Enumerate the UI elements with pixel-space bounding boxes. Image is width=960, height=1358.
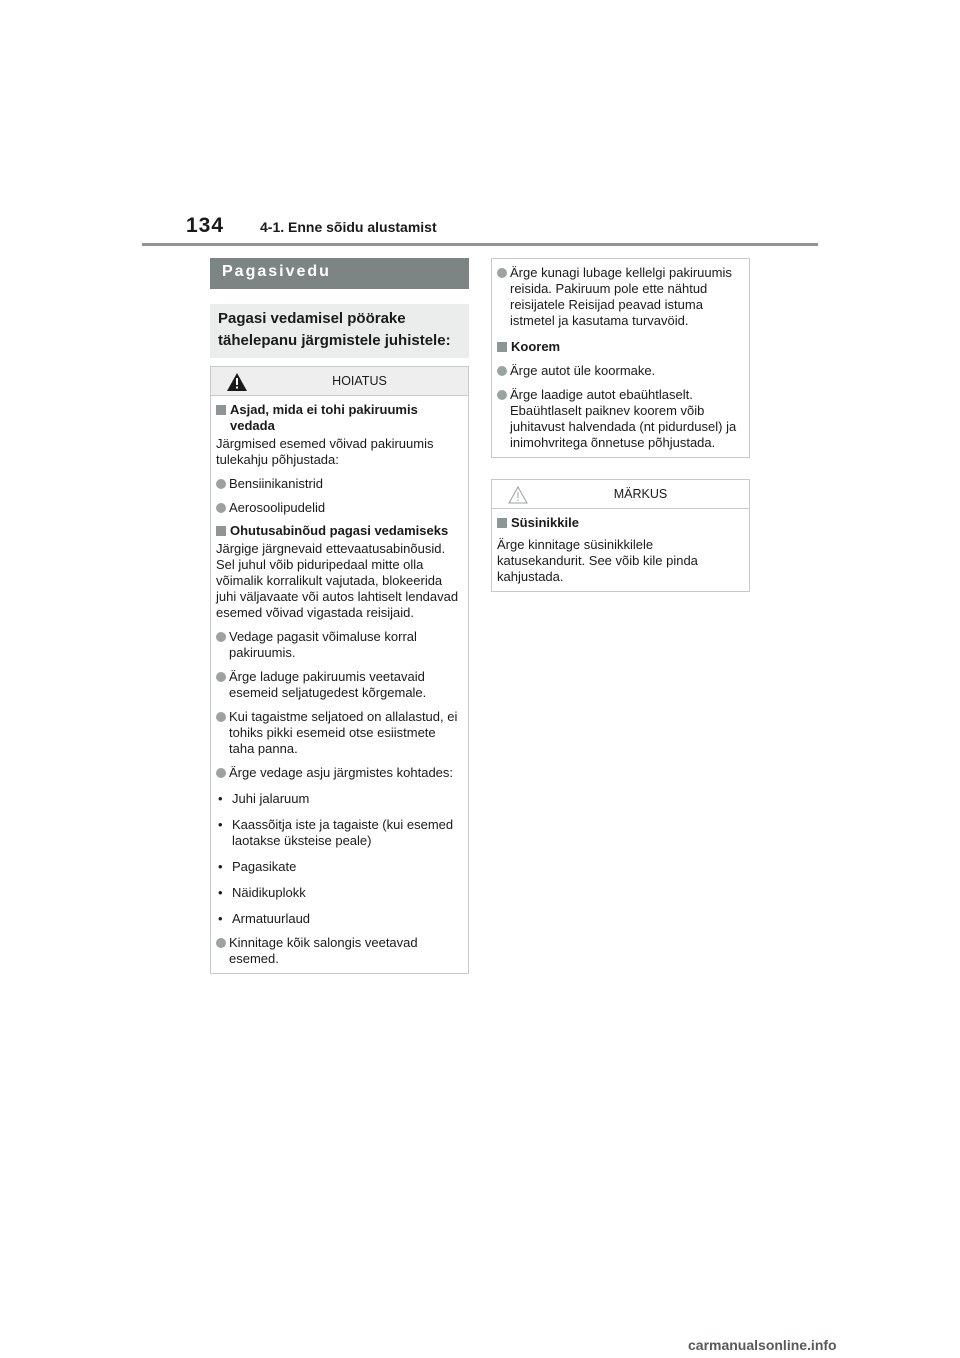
square-bullet-icon: [216, 526, 226, 536]
list-item-text: Bensiinikanistrid: [229, 476, 323, 491]
sub-list-item-text: Kaassõitja iste ja tagaiste (kui esemed laotakse üksteise peale): [232, 817, 454, 848]
circle-bullet-icon: [216, 632, 226, 642]
note-header: [492, 480, 749, 509]
square-bullet-icon: [497, 342, 507, 352]
watermark: carmanualsonline.info: [688, 1337, 837, 1353]
subheading-text: Süsinikkile: [511, 515, 579, 530]
subheading-text: Asjad, mida ei tohi pakiruumis vedada: [230, 402, 418, 433]
warning-subheading: [497, 339, 744, 355]
sub-list-item: • Pagasikate: [218, 859, 297, 874]
list-item: [497, 265, 744, 329]
list-item-text: Ärge laadige autot ebaühtlaselt. Ebaühtlaselt paiknev koorem võib juhitavust halvendada (nt pidurdusel) ja inimohvritega õnnetuse põhjustada.: [510, 387, 737, 450]
list-item-text: Kinnitage kõik salongis veetavad esemed.: [229, 935, 418, 966]
left-column: [210, 258, 469, 974]
warning-body: [211, 396, 468, 973]
list-item: [216, 765, 463, 781]
list-item: [216, 629, 463, 661]
note-body: [492, 509, 749, 591]
sub-list-item-text: Armatuurlaud: [232, 911, 311, 926]
list-item-text: Aerosoolipudelid: [229, 500, 326, 515]
list-item: [497, 363, 744, 379]
page-number: 134: [186, 214, 225, 237]
circle-bullet-icon: [216, 768, 226, 778]
circle-bullet-icon: [216, 672, 226, 682]
sub-list-item: • Näidikuplokk: [218, 885, 306, 900]
list-item-text: Kui tagaistme seljatoed on allalastud, ei tohiks pikki esemeid otse esiistmete taha panna.: [229, 709, 458, 756]
sub-list-item-text: Juhi jalaruum: [232, 791, 310, 806]
note-subheading: [497, 515, 744, 531]
sub-list-item: • Juhi jalaruum: [218, 791, 310, 806]
sub-list-item: • Armatuurlaud: [218, 911, 311, 926]
warning-icon: [227, 373, 247, 394]
circle-bullet-icon: [497, 390, 507, 400]
warning-heading: HOIATUS: [332, 374, 387, 388]
paragraph: Järgmised esemed võivad pakiruumis tulekahju põhjustada:: [216, 436, 434, 467]
sub-list-item: • Kaassõitja iste ja tagaiste (kui esemed laotakse üksteise peale): [216, 817, 463, 849]
list-item-text: Ärge laduge pakiruumis veetavaid esemeid seljatugedest kõrgemale.: [229, 669, 427, 700]
header-rule: [142, 243, 818, 246]
warning-subheading: [216, 523, 463, 539]
circle-bullet-icon: [216, 712, 226, 722]
list-item: [216, 500, 463, 516]
sub-list-item-text: Näidikuplokk: [232, 885, 306, 900]
list-item-text: Ärge vedage asju järgmistes kohtades:: [229, 765, 454, 780]
circle-bullet-icon: [216, 479, 226, 489]
page-title: Pagasivedu: [210, 258, 469, 289]
subheading-text: Ohutusabinõud pagasi vedamiseks: [230, 523, 449, 538]
note-box: [491, 479, 750, 592]
right-column: [491, 258, 750, 592]
list-item: [216, 935, 463, 967]
sub-list-item-text: Pagasikate: [232, 859, 297, 874]
paragraph: Järgige järgnevaid ettevaatusabinõusid. Sel juhul võib piduripedaal mitte olla võimalik korralikult vajutada, blokeerida juhi väljavaate või autos lahtiselt lendavad esemed võivad vigastada reisijaid.: [216, 541, 459, 620]
square-bullet-icon: [497, 518, 507, 528]
list-item-text: Ärge kunagi lubage kellelgi pakiruumis reisida. Pakiruum pole ette nähtud reisijatele Reisijad peavad istuma istmetel ja kasutama turvavöid.: [510, 265, 732, 328]
warning-box-continued: [491, 258, 750, 458]
intro-box: Pagasi vedamisel pöörake tähelepanu järgmistele juhistele:: [210, 304, 469, 358]
circle-bullet-icon: [216, 503, 226, 513]
list-item-text: Ärge autot üle koormake.: [510, 363, 656, 378]
caution-outline-icon: [508, 486, 528, 507]
warning-body-continued: [492, 259, 749, 457]
circle-bullet-icon: [497, 268, 507, 278]
list-item: [497, 387, 744, 451]
square-bullet-icon: [216, 405, 226, 415]
note-heading: MÄRKUS: [613, 487, 668, 501]
list-item: [216, 709, 463, 757]
warning-box: [210, 366, 469, 974]
list-item: [216, 476, 463, 492]
warning-header: [211, 367, 468, 396]
paragraph: Ärge kinnitage süsinikkilele katusekandurit. See võib kile pinda kahjustada.: [497, 537, 698, 584]
subheading-text: Koorem: [511, 339, 561, 354]
section-title: 4-1. Enne sõidu alustamist: [260, 219, 437, 235]
list-item: [216, 669, 463, 701]
circle-bullet-icon: [497, 366, 507, 376]
circle-bullet-icon: [216, 938, 226, 948]
warning-subheading: [216, 402, 463, 434]
list-item-text: Vedage pagasit võimaluse korral pakiruumis.: [229, 629, 417, 660]
